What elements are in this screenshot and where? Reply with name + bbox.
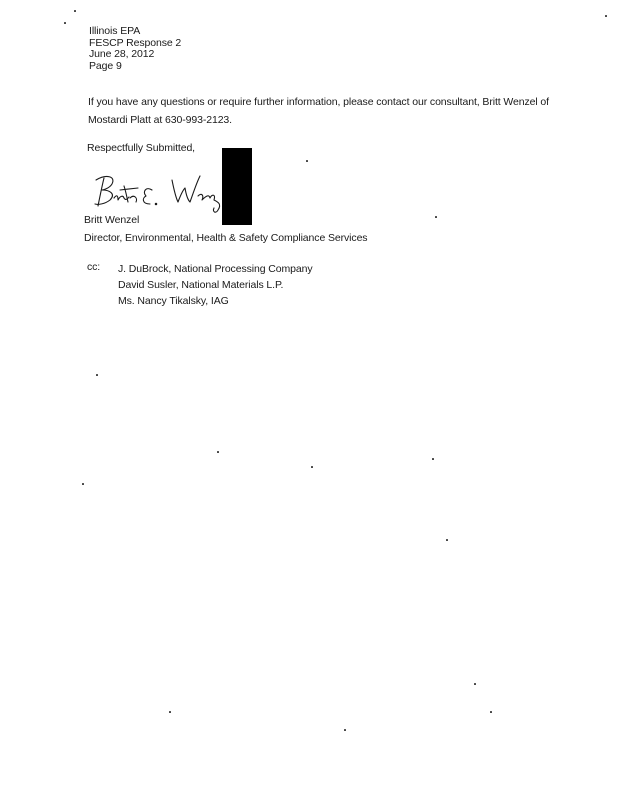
scan-speck (446, 539, 448, 541)
scan-speck (490, 711, 492, 713)
letter-header (89, 26, 181, 72)
signatory-title: Director, Environmental, Health & Safety Compliance Services (84, 232, 368, 244)
signatory-name: Britt Wenzel (84, 214, 140, 226)
header-page-number: Page 9 (89, 59, 122, 72)
cc-recipient: Ms. Nancy Tikalsky, IAG (118, 295, 229, 307)
closing-salutation: Respectfully Submitted, (87, 142, 196, 154)
scan-speck (306, 160, 308, 162)
scan-speck (217, 451, 219, 453)
header-reference: FESCP Response 2 (89, 36, 182, 49)
cc-recipient: J. DuBrock, National Processing Company (118, 263, 313, 275)
scan-speck (432, 458, 434, 460)
scan-speck (74, 10, 76, 12)
handwritten-signature-icon (90, 162, 230, 214)
scan-speck (64, 22, 66, 24)
scan-speck (311, 466, 313, 468)
scan-speck (96, 374, 98, 376)
scan-speck (169, 711, 171, 713)
cc-label: cc: (87, 261, 101, 273)
cc-list (118, 261, 313, 309)
scan-speck (605, 15, 607, 17)
body-paragraph: If you have any questions or require further information, please contact our consultant, Britt Wenzel of Mostardi Platt at 630-993-2123. (88, 96, 549, 126)
scan-speck (435, 216, 437, 218)
cc-recipient: David Susler, National Materials L.P. (118, 279, 284, 291)
redaction-block (222, 148, 252, 225)
header-recipient: Illinois EPA (89, 25, 141, 37)
scan-speck (474, 683, 476, 685)
scan-speck (82, 483, 84, 485)
header-date: June 28, 2012 (89, 48, 155, 60)
scan-speck (344, 729, 346, 731)
